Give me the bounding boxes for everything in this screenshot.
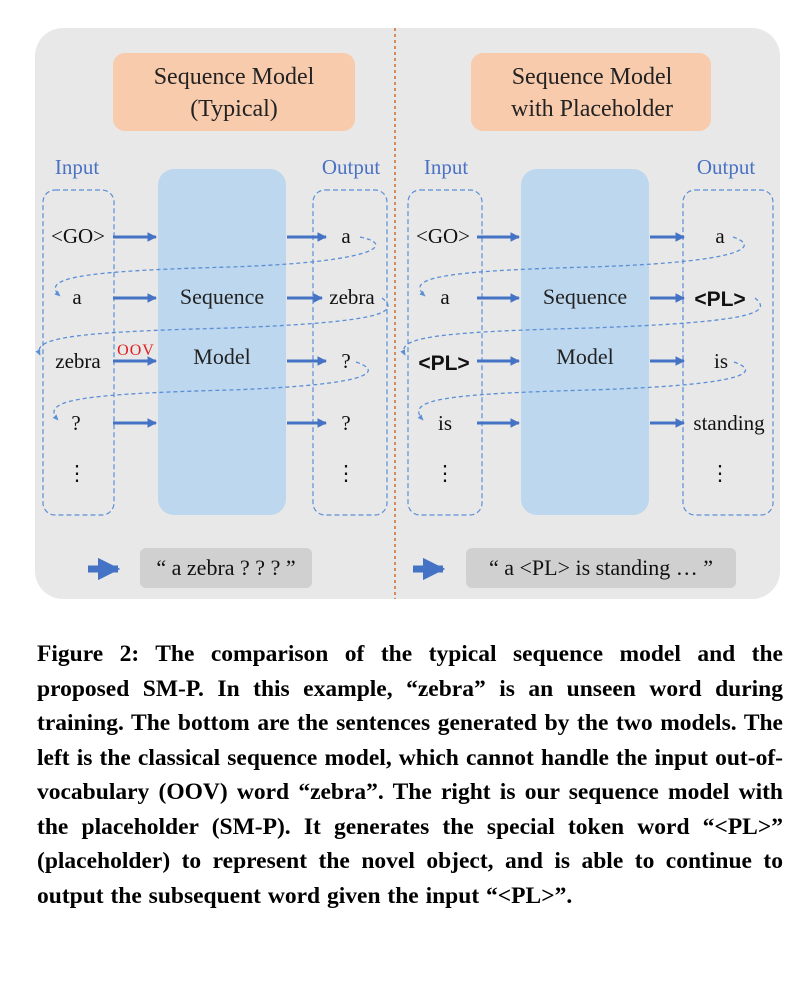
right-model-line2: Model — [556, 344, 614, 369]
right-output-token: standing — [693, 411, 765, 435]
left-output-token: zebra — [329, 285, 375, 309]
left-output-token: ⋮ — [335, 461, 357, 485]
right-input-token: <PL> — [418, 352, 470, 375]
left-output-label: Output — [321, 155, 381, 179]
left-input-token: <GO> — [50, 224, 106, 248]
right-input-token: a — [440, 285, 450, 309]
right-result-sentence: “ a <PL> is standing … ” — [488, 555, 714, 580]
left-input-token: a — [72, 285, 82, 309]
right-output-token: a — [715, 224, 725, 248]
left-output-token: a — [341, 224, 351, 248]
oov-tag: OOV — [117, 342, 155, 359]
figure-caption: Figure 2: The comparison of the typical sequence model and the proposed SM-P. In this example, “zebra” is an unseen word during training. The bottom are the sentences generated by the two models. The left is the classical sequence model, which cannot handle the input out-of-vocabulary (OOV) word “zebra”. The right is our sequence model with the placeholder (SM-P). It generates the special token word “<PL>” (placeholder) to represent the novel object, and is able to continue to output the subsequent word given the input “<PL>”. — [37, 641, 783, 909]
right-title-line2: with Placeholder — [511, 96, 673, 122]
right-output-label: Output — [696, 155, 756, 179]
right-input-token: ⋮ — [434, 461, 456, 485]
right-output-token: ⋮ — [709, 461, 731, 485]
left-model-box — [158, 169, 286, 515]
left-input-label: Input — [54, 155, 100, 179]
right-model-box — [521, 169, 649, 515]
right-input-label: Input — [423, 155, 469, 179]
left-result-sentence: “ a zebra ? ? ? ” — [156, 555, 296, 580]
right-title-line1: Sequence Model — [511, 64, 673, 90]
right-input-token: is — [437, 411, 453, 435]
left-input-token: ? — [71, 411, 81, 435]
left-output-token: ? — [341, 411, 351, 435]
right-output-token: is — [713, 349, 729, 373]
left-input-token: ⋮ — [66, 461, 88, 485]
left-title-line1: Sequence Model — [153, 64, 315, 90]
right-input-token: <GO> — [415, 224, 471, 248]
left-model-line1: Sequence — [179, 284, 265, 309]
left-title-line2: (Typical) — [190, 96, 278, 122]
left-output-token: ? — [341, 349, 351, 373]
right-model-line1: Sequence — [542, 284, 628, 309]
left-input-token: zebra — [55, 349, 101, 373]
left-model-line2: Model — [193, 344, 251, 369]
right-output-token: <PL> — [694, 288, 746, 311]
